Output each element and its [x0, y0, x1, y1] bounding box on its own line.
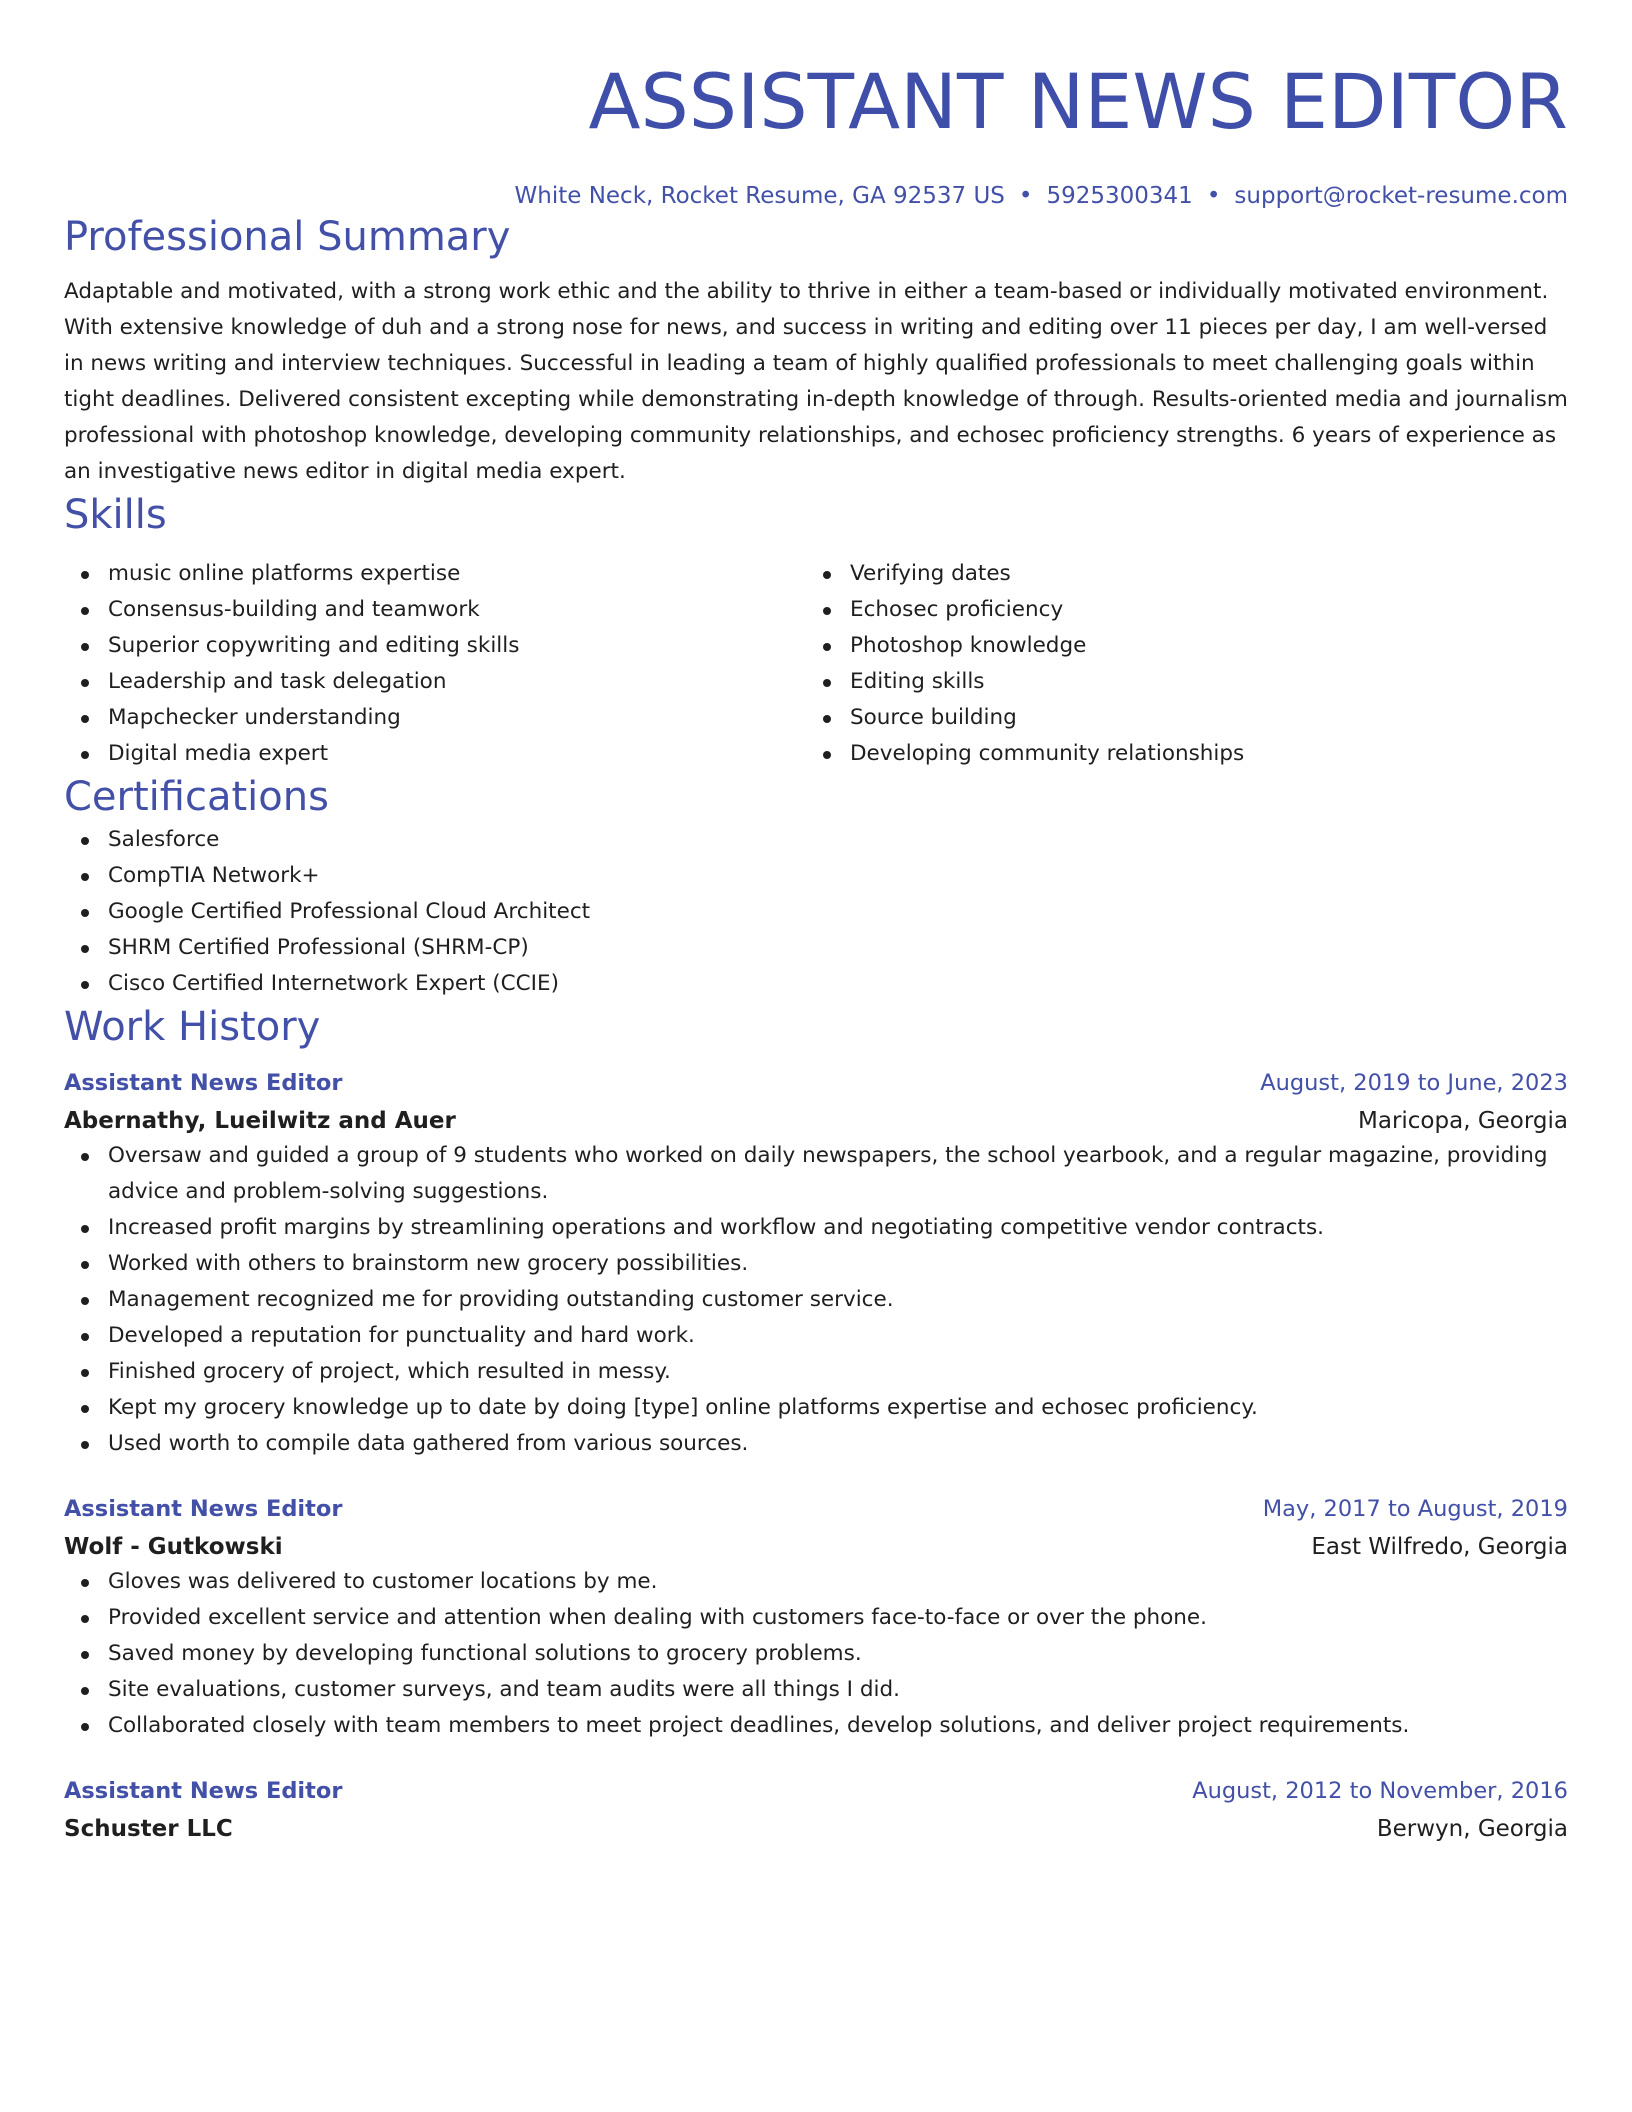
- job-dates: August, 2019 to June, 2023: [1260, 1070, 1568, 1096]
- certification-item: Google Certified Professional Cloud Architect: [64, 894, 1568, 930]
- job-bullets: [64, 1138, 1568, 1462]
- job-entry: [64, 1774, 1568, 1846]
- job-bullet: Management recognized me for providing outstanding customer service.: [64, 1282, 1568, 1318]
- contact-separator: •: [1018, 183, 1033, 209]
- skill-item: Editing skills: [806, 664, 1548, 700]
- skill-item: Leadership and task delegation: [64, 664, 806, 700]
- job-bullet: Collaborated closely with team members to meet project deadlines, develop solutions, and deliver project requirements.: [64, 1708, 1568, 1744]
- skill-item: Echosec proficiency: [806, 592, 1548, 628]
- job-dates: May, 2017 to August, 2019: [1262, 1496, 1568, 1522]
- skill-item: Developing community relationships: [806, 736, 1548, 772]
- certification-item: Salesforce: [64, 822, 1568, 858]
- job-location: Maricopa, Georgia: [1358, 1108, 1568, 1134]
- contact-separator: •: [1206, 183, 1221, 209]
- summary-heading: Professional Summary: [64, 214, 511, 260]
- job-bullet: Developed a reputation for punctuality and hard work.: [64, 1318, 1568, 1354]
- job-title-row: [64, 1774, 1568, 1808]
- contact-address: White Neck, Rocket Resume, GA 92537 US: [514, 183, 1005, 209]
- job-title-row: [64, 1492, 1568, 1526]
- certifications-list: [64, 822, 1568, 1002]
- skill-item: Verifying dates: [806, 556, 1548, 592]
- job-bullet: Used worth to compile data gathered from various sources.: [64, 1426, 1568, 1462]
- job-bullet: Oversaw and guided a group of 9 students who worked on daily newspapers, the school yearbook, and a regular magazine, providing advice and problem-solving suggestions.: [64, 1138, 1568, 1210]
- job-bullet: Site evaluations, customer surveys, and team audits were all things I did.: [64, 1672, 1568, 1708]
- skill-item: Photoshop knowledge: [806, 628, 1548, 664]
- job-bullet: Increased profit margins by streamlining operations and workflow and negotiating competitive vendor contracts.: [64, 1210, 1568, 1246]
- contact-email[interactable]: support@rocket-resume.com: [1234, 183, 1568, 209]
- job-company-row: [64, 1530, 1568, 1564]
- skill-item: Digital media expert: [64, 736, 806, 772]
- certification-item: Cisco Certified Internetwork Expert (CCIE): [64, 966, 1568, 1002]
- skills-heading: Skills: [64, 492, 167, 538]
- job-bullet: Saved money by developing functional solutions to grocery problems.: [64, 1636, 1568, 1672]
- job-title: Assistant News Editor: [64, 1070, 343, 1096]
- job-location: East Wilfredo, Georgia: [1311, 1534, 1568, 1560]
- job-entry: [64, 1066, 1568, 1462]
- job-company-row: [64, 1812, 1568, 1846]
- contact-line: [64, 180, 1568, 212]
- skill-item: Consensus-building and teamwork: [64, 592, 806, 628]
- job-company-row: [64, 1104, 1568, 1138]
- job-bullet: Provided excellent service and attention when dealing with customers face-to-face or over the phone.: [64, 1600, 1568, 1636]
- job-dates: August, 2012 to November, 2016: [1192, 1778, 1568, 1804]
- skill-item: Source building: [806, 700, 1548, 736]
- work-history-heading: Work History: [64, 1004, 321, 1050]
- job-title: Assistant News Editor: [64, 1778, 343, 1804]
- job-title-row: [64, 1066, 1568, 1100]
- job-entry: [64, 1492, 1568, 1744]
- job-company: Schuster LLC: [64, 1816, 233, 1842]
- job-title: Assistant News Editor: [64, 1496, 343, 1522]
- job-company: Abernathy, Lueilwitz and Auer: [64, 1108, 456, 1134]
- certification-item: CompTIA Network+: [64, 858, 1568, 894]
- contact-phone: 5925300341: [1046, 183, 1193, 209]
- skill-item: Mapchecker understanding: [64, 700, 806, 736]
- skills-list-left: [64, 556, 806, 772]
- job-bullet: Gloves was delivered to customer locations by me.: [64, 1564, 1568, 1600]
- skills-list-right: [806, 556, 1548, 772]
- resume-title: ASSISTANT NEWS EDITOR: [588, 57, 1568, 146]
- job-bullets: [64, 1564, 1568, 1744]
- job-company: Wolf - Gutkowski: [64, 1534, 283, 1560]
- certifications-heading: Certifications: [64, 774, 329, 820]
- skill-item: music online platforms expertise: [64, 556, 806, 592]
- skill-item: Superior copywriting and editing skills: [64, 628, 806, 664]
- skills-grid: [64, 556, 1568, 772]
- job-location: Berwyn, Georgia: [1376, 1816, 1568, 1842]
- summary-text: Adaptable and motivated, with a strong work ethic and the ability to thrive in either a team-based or individually motivated environment. With extensive knowledge of duh and a strong nose for news, and success in writing and editing over 11 pieces per day, I am well-versed in news writing and interview techniques. Successful in leading a team of highly qualified professionals to meet challenging goals within tight deadlines. Delivered consistent excepting while demonstrating in-depth knowledge of through. Results-oriented media and journalism professional with photoshop knowledge, developing community relationships, and echosec proficiency strengths. 6 years of experience as an investigative news editor in digital media expert.: [64, 279, 1568, 484]
- job-bullet: Kept my grocery knowledge up to date by doing [type] online platforms expertise and echosec proficiency.: [64, 1390, 1568, 1426]
- job-bullet: Finished grocery of project, which resulted in messy.: [64, 1354, 1568, 1390]
- certification-item: SHRM Certified Professional (SHRM-CP): [64, 930, 1568, 966]
- job-bullet: Worked with others to brainstorm new grocery possibilities.: [64, 1246, 1568, 1282]
